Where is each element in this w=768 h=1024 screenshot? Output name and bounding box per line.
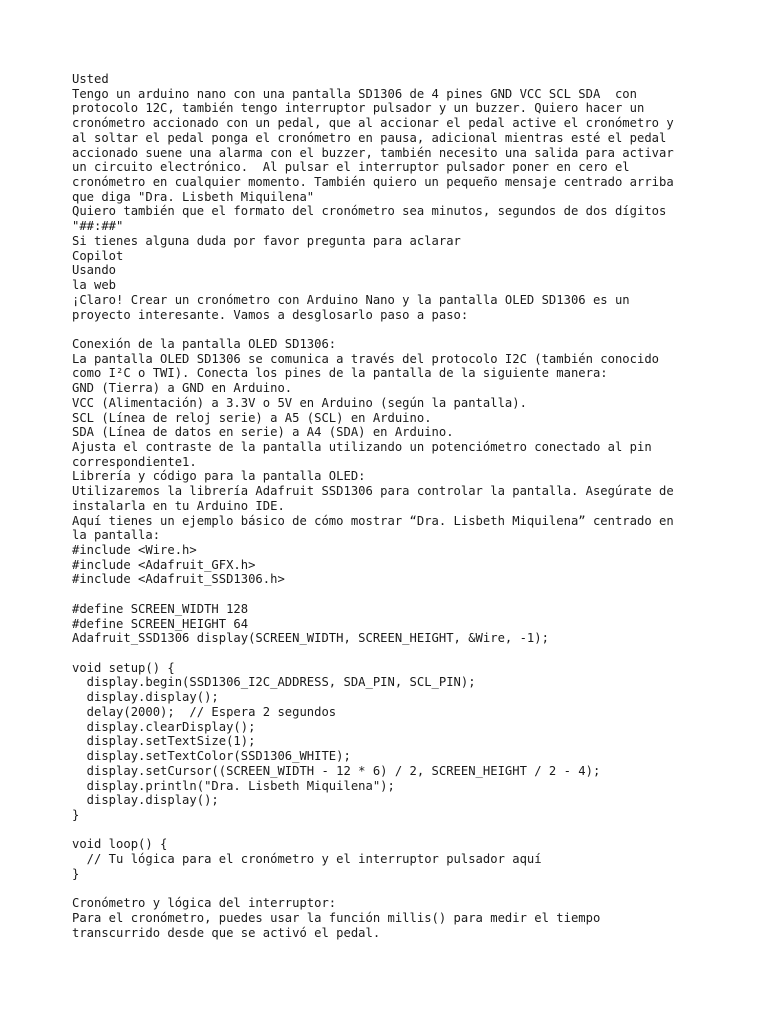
text-line: #define SCREEN_WIDTH 128 (72, 601, 249, 616)
text-line: instalarla en tu Arduino IDE. (72, 498, 285, 513)
text-line: display.display(); (72, 690, 219, 705)
text-line (72, 587, 702, 602)
text-line: display.setTextSize(1); (72, 734, 256, 749)
text-line: #include <Adafruit_SSD1306.h> (72, 572, 285, 587)
text-line: Utilizaremos la librería Adafruit SSD1306 para controlar la pantalla. Asegúrate de (72, 484, 674, 499)
text-line: Copilot (72, 248, 124, 263)
text-line: Aquí tienes un ejemplo básico de cómo mostrar “Dra. Lisbeth Miquilena” centrado en (72, 513, 674, 528)
text-line: display.display(); (72, 793, 219, 808)
text-line: como I²C o TWI). Conecta los pines de la pantalla de la siguiente manera: (72, 366, 608, 381)
text-line: GND (Tierra) a GND en Arduino. (72, 381, 293, 396)
text-line: Usando (72, 263, 117, 278)
text-line: Para el cronómetro, puedes usar la función millis() para medir el tiempo (72, 910, 601, 925)
text-line: } (72, 807, 80, 822)
text-line: // Tu lógica para el cronómetro y el interruptor pulsador aquí (72, 852, 542, 867)
text-line: display.setTextColor(SSD1306_WHITE); (72, 749, 351, 764)
text-line: Usted (72, 72, 109, 86)
text-line: correspondiente1. (72, 454, 197, 469)
text-line: Ajusta el contraste de la pantalla utilizando un potenciómetro conectado al pin (72, 439, 652, 454)
text-line: void setup() { (72, 660, 175, 675)
document-page (72, 72, 702, 940)
text-line: La pantalla OLED SD1306 se comunica a través del protocolo I2C (también conocido (72, 351, 659, 366)
text-line: VCC (Alimentación) a 3.3V o 5V en Arduino (según la pantalla). (72, 395, 527, 410)
text-line: display.clearDisplay(); (72, 719, 256, 734)
text-line: SDA (Línea de datos en serie) a A4 (SDA) en Arduino. (72, 425, 454, 440)
text-line: } (72, 866, 80, 881)
text-line: "##:##" (72, 219, 124, 234)
text-line: ¡Claro! Crear un cronómetro con Arduino Nano y la pantalla OLED SD1306 es un (72, 292, 630, 307)
text-line: display.begin(SSD1306_I2C_ADDRESS, SDA_PIN, SCL_PIN); (72, 675, 476, 690)
text-line: #include <Wire.h> (72, 543, 197, 557)
text-line: display.setCursor((SCREEN_WIDTH - 12 * 6) / 2, SCREEN_HEIGHT / 2 - 4); (72, 763, 601, 778)
text-line: void loop() { (72, 837, 168, 852)
text-line: SCL (Línea de reloj serie) a A5 (SCL) en Arduino. (72, 410, 432, 425)
text-line: Librería y código para la pantalla OLED: (72, 469, 366, 484)
text-line: Conexión de la pantalla OLED SD1306: (72, 336, 337, 351)
text-line: Adafruit_SSD1306 display(SCREEN_WIDTH, SCREEN_HEIGHT, &Wire, -1); (72, 631, 549, 646)
text-line (72, 823, 702, 838)
text-line: accionado suene una alarma con el buzzer, también necesito una salida para activar (72, 145, 674, 160)
text-line: la web (72, 278, 117, 293)
text-line: un circuito electrónico. Al pulsar el interruptor pulsador poner en cero el (72, 160, 630, 175)
text-line: la pantalla: (72, 528, 161, 543)
text-line: Cronómetro y lógica del interruptor: (72, 896, 337, 911)
text-line: cronómetro accionado con un pedal, que al accionar el pedal active el cronómetro y (72, 116, 674, 131)
text-line: delay(2000); // Espera 2 segundos (72, 704, 337, 719)
text-line: Si tienes alguna duda por favor pregunta para aclarar (72, 233, 461, 248)
text-line: #include <Adafruit_GFX.h> (72, 557, 256, 572)
text-line: Quiero también que el formato del cronómetro sea minutos, segundos de dos dígitos (72, 204, 667, 219)
text-line (72, 646, 702, 661)
text-line: que diga "Dra. Lisbeth Miquilena" (72, 189, 315, 204)
text-line: al soltar el pedal ponga el cronómetro en pausa, adicional mientras esté el pedal (72, 130, 667, 145)
text-line: cronómetro en cualquier momento. También quiero un pequeño mensaje centrado arriba (72, 175, 674, 190)
text-line: transcurrido desde que se activó el pedal. (72, 925, 381, 940)
text-line: protocolo 12C, también tengo interruptor pulsador y un buzzer. Quiero hacer un (72, 101, 645, 116)
text-line (72, 882, 702, 897)
text-line: proyecto interesante. Vamos a desglosarlo paso a paso: (72, 307, 469, 322)
text-line: display.println("Dra. Lisbeth Miquilena"); (72, 778, 395, 793)
text-line: #define SCREEN_HEIGHT 64 (72, 616, 249, 631)
text-line (72, 322, 702, 337)
text-line: Tengo un arduino nano con una pantalla SD1306 de 4 pines GND VCC SCL SDA con (72, 86, 637, 101)
